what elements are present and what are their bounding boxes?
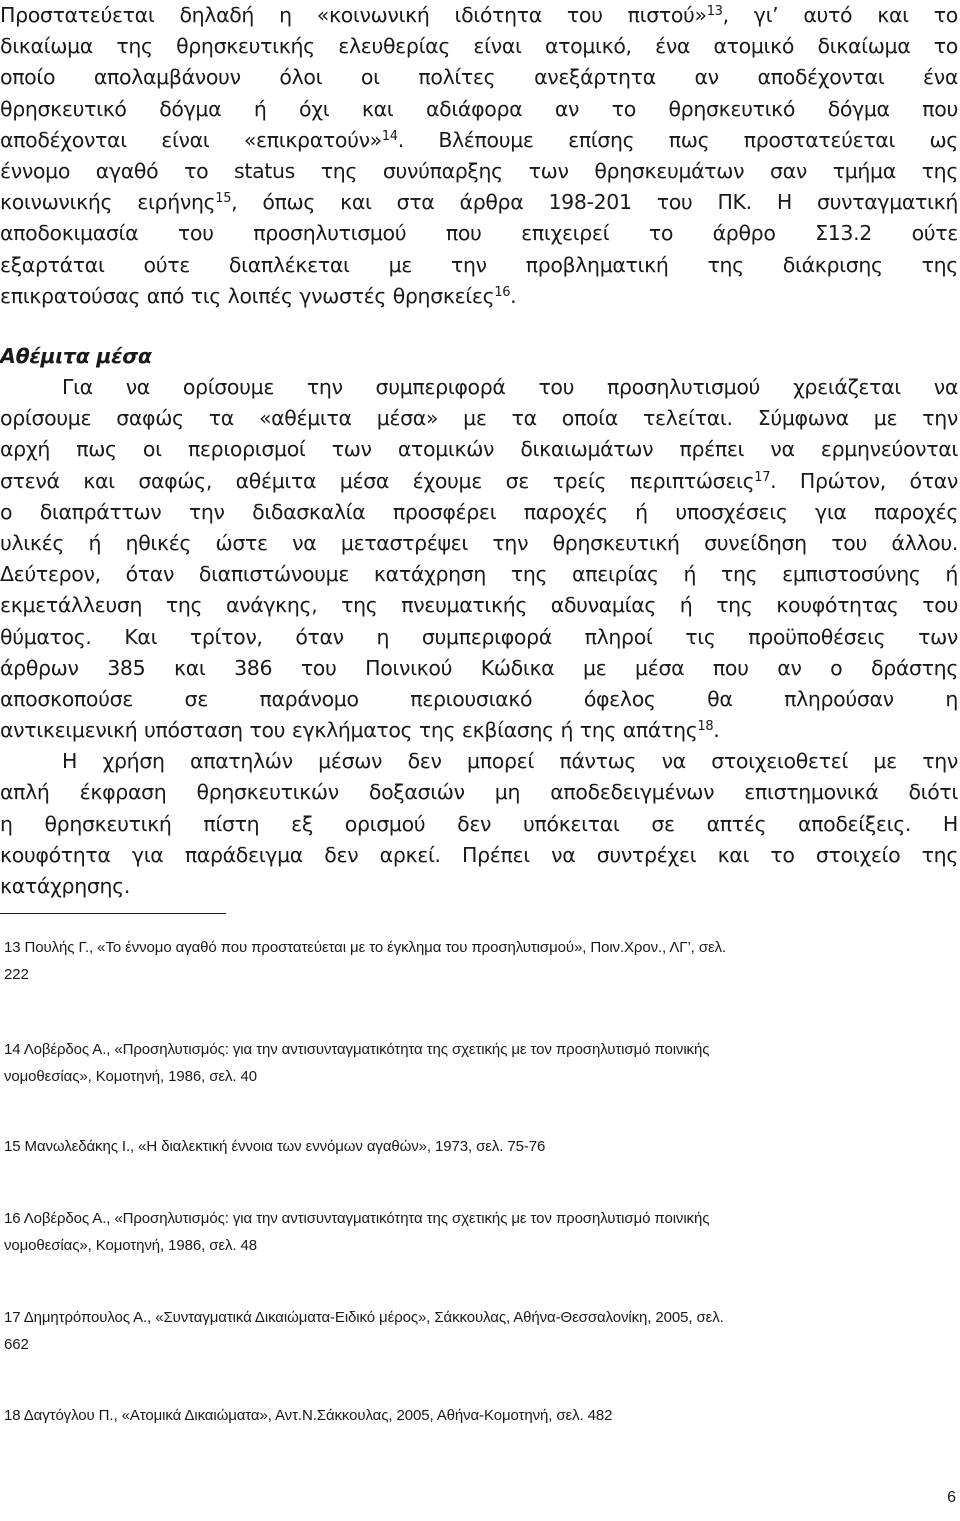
paragraph-line: στενά και σαφώς, αθέμιτα μέσα έχουμε σε τρείς περιπτώσεις$^{17}$. Πρώτον, όταν: [0, 468, 958, 493]
paragraph-line: κοινωνικής ειρήνης$^{15}$, όπως και στα άρθρα 198-201 του ΠΚ. Η συνταγματική: [0, 190, 958, 215]
footnote-line: 222: [4, 966, 29, 983]
footnote-18: [0, 1402, 960, 1429]
footnote-line: 16 Λοβέρδος Α., «Προσηλυτισμός: για την αντισυνταγματικότητα της σχετικής με τον προσηλυτισμό ποινικής: [4, 1210, 710, 1227]
footnote-line: 17 Δημητρόπουλος Α., «Συνταγματικά Δικαιώματα-Ειδικό μέρος», Σάκκουλας, Αθήνα-Θεσσαλονίκη, 2005, σελ.: [4, 1309, 724, 1326]
footnote-16: [0, 1205, 960, 1259]
paragraph-line: δικαίωμα της θρησκευτικής ελευθερίας είναι ατομικό, ένα ατομικό δικαίωμα το: [0, 34, 958, 59]
footnote-ref-13[interactable]: 13: [706, 4, 723, 19]
footnote-ref-18[interactable]: 18: [697, 719, 714, 735]
paragraph-line: θρησκευτικό δόγμα ή όχι και αδιάφορα αν το θρησκευτικό δόγμα που: [0, 96, 958, 121]
footnote-separator: [0, 913, 226, 914]
paragraph-line: αρχή πως οι περιορισμοί των ατομικών δικαιωμάτων πρέπει να ερμηνεύονται: [0, 437, 958, 462]
paragraph-line: Για να ορίσουμε την συμπεριφορά του προσηλυτισμού χρειάζεται να: [62, 375, 958, 399]
paragraph-line: έννομο αγαθό το status της συνύπαρξης των θρησκευμάτων σαν τμήμα της: [0, 158, 958, 183]
footnote-ref-16[interactable]: 16: [494, 284, 511, 300]
paragraph-line: αποδοκιμασία του προσηλυτισμού που επιχειρεί το άρθρο Σ13.2 ούτε: [0, 221, 958, 246]
paragraph-line: αντικειμενική υπόσταση του εγκλήματος της εκβίασης ή της απάτης$^{18}$.: [0, 718, 720, 743]
paragraph-line: εξαρτάται ούτε διαπλέκεται με την προβληματική της διάκρισης της: [0, 252, 958, 277]
paragraph-line: ο διαπράττων την διδασκαλία προσφέρει παροχές ή υποσχέσεις για παροχές: [0, 499, 958, 524]
paragraph-line: η θρησκευτική πίστη εξ ορισμού δεν υπόκειται σε απτές αποδείξεις. Η: [0, 811, 958, 836]
paragraph-line: εκμετάλλευση της ανάγκης, της πνευματικής αδυναμίας ή της κουφότητας του: [0, 593, 958, 618]
footnote-line: 18 Δαγτόγλου Π., «Ατομικά Δικαιώματα», Αντ.Ν.Σάκκουλας, 2005, Αθήνα-Κομοτηνή, σελ. 482: [4, 1407, 613, 1424]
paragraph-line: Η χρήση απατηλών μέσων δεν μπορεί πάντως να στοιχειοθετεί με την: [62, 749, 958, 774]
footnote-13: [0, 934, 960, 988]
footnote-ref-17[interactable]: 17: [754, 469, 771, 485]
paragraph-line: άρθρων 385 και 386 του Ποινικού Κώδικα με μέσα που αν ο δράστης: [0, 655, 958, 680]
footnote-ref-14[interactable]: 14: [381, 128, 398, 144]
paragraph-line: κατάχρησης.: [0, 874, 130, 898]
footnote-line: 14 Λοβέρδος Α., «Προσηλυτισμός: για την αντισυνταγματικότητα της σχετικής με τον προσηλυτισμό ποινικής: [4, 1041, 710, 1058]
footnote-line: νομοθεσίας», Κομοτηνή, 1986, σελ. 48: [4, 1237, 257, 1254]
footnote-line: νομοθεσίας», Κομοτηνή, 1986, σελ. 40: [4, 1068, 257, 1085]
footnote-line: 13 Πουλής Γ., «Το έννομο αγαθό που προστατεύεται με το έγκλημα του προσηλυτισμού», Ποιν.Χρον., ΛΓ’, σελ.: [4, 939, 727, 956]
footnote-14: [0, 1036, 960, 1090]
paragraph-line: απλή έκφραση θρησκευτικών δοξασιών μη αποδεδειγμένων επιστημονικά διότι: [0, 780, 958, 805]
paragraph-line: υλικές ή ηθικές ώστε να μεταστρέψει την θρησκευτική συνείδηση του άλλου.: [0, 530, 958, 555]
footnote-17: [0, 1304, 960, 1358]
paragraph-line: Προστατεύεται δηλαδή η «κοινωνική ιδιότητα του πιστού»$^{13}$, γι’ αυτό και το: [0, 3, 958, 27]
page-number: 6: [947, 1489, 956, 1506]
paragraph-line: αποσκοπούσε σε παράνομο περιουσιακό όφελος θα πληρούσαν η: [0, 686, 958, 711]
paragraph-line: αποδέχονται είναι «επικρατούν»$^{14}$. Βλέπουμε επίσης πως προστατεύεται ως: [0, 127, 958, 152]
paragraph-line: ορίσουμε σαφώς τα «αθέμιτα μέσα» με τα οποία τελείται. Σύμφωνα με την: [0, 406, 958, 431]
paragraph-2: [0, 372, 958, 902]
paragraph-line: Δεύτερον, όταν διαπιστώνουμε κατάχρηση της απειρίας ή της εμπιστοσύνης ή: [0, 562, 958, 587]
paragraph-line: επικρατούσας από τις λοιπές γνωστές θρησκείες$^{16}$.: [0, 283, 517, 308]
footnote-15: [0, 1133, 960, 1160]
footnote-line: 15 Μανωλεδάκης Ι., «Η διαλεκτική έννοια των εννόμων αγαθών», 1973, σελ. 75-76: [4, 1138, 546, 1155]
paragraph-line: θύματος. Και τρίτον, όταν η συμπεριφορά πληροί τις προϋποθέσεις των: [0, 624, 958, 649]
paragraph-line: κουφότητα για παράδειγμα δεν αρκεί. Πρέπει να συντρέχει και το στοιχείο της: [0, 842, 958, 867]
section-heading: Αθέμιτα μέσα: [0, 344, 152, 368]
footnote-ref-15[interactable]: 15: [215, 191, 232, 207]
paragraph-line: οποίο απολαμβάνουν όλοι οι πολίτες ανεξάρτητα αν αποδέχονται ένα: [0, 65, 958, 90]
footnote-line: 662: [4, 1336, 29, 1353]
paragraph-1: [0, 0, 958, 312]
